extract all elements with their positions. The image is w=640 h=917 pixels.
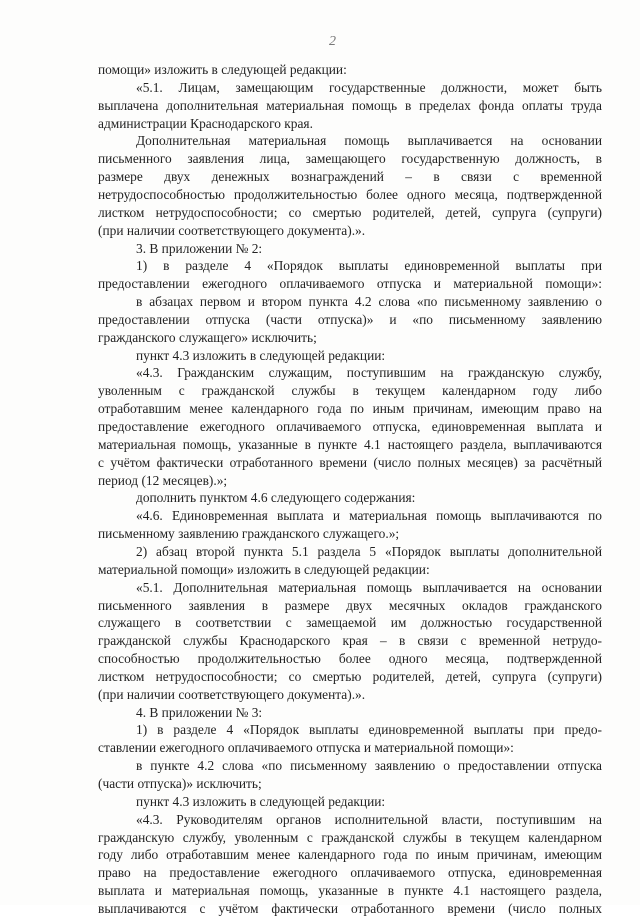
text-line: (при наличии соответствующего документа).». bbox=[98, 687, 366, 702]
text-line: Дополнительная материальная помощь выплачивается на основании bbox=[136, 133, 602, 148]
text-line: способностью продолжительностью более одного месяца, подтвержденной bbox=[98, 651, 602, 666]
text-line: «5.1. Дополнительная материальная помощь выплачивается на основании bbox=[136, 580, 602, 595]
text-line: «4.3. Гражданским служащим, поступившим на гражданскую службу, bbox=[136, 365, 602, 380]
text-line: материальной помощи» изложить в следующей редакции: bbox=[98, 562, 430, 577]
text-line: отработавшим менее календарного года по иным причинам, имеющим право на bbox=[98, 401, 602, 416]
text-line: пункт 4.3 изложить в следующей редакции: bbox=[136, 794, 386, 809]
text-line: пункт 4.3 изложить в следующей редакции: bbox=[136, 348, 386, 363]
text-line: 1) в разделе 4 «Порядок выплаты единовременной выплаты при bbox=[136, 258, 602, 273]
text-line: ставлении ежегодного оплачиваемого отпуска и материальной помощи»: bbox=[98, 740, 514, 755]
text-line: уволенным с гражданской службы в текущем календарном году либо bbox=[98, 383, 602, 398]
text-line: выплачена дополнительная материальная помощь в пределах фонда оплаты труда bbox=[98, 98, 602, 113]
text-line: служащего в соответствии с замещаемой им должностью государственной bbox=[98, 615, 602, 630]
text-line: «4.3. Руководителям органов исполнительной власти, поступившим на bbox=[136, 812, 602, 827]
text-line: администрации Краснодарского края. bbox=[98, 116, 313, 131]
text-line: 3. В приложении № 2: bbox=[136, 241, 263, 256]
text-line: «5.1. Лицам, замещающим государственные должности, может быть bbox=[136, 80, 602, 95]
text-line: «4.6. Единовременная выплата и материальная помощь выплачиваются по bbox=[136, 508, 602, 523]
text-line: в пункте 4.2 слова «по письменному заявлению о предоставлении отпуска bbox=[136, 758, 602, 773]
text-line: письменного заявления в размере двух месячных окладов гражданского bbox=[98, 598, 602, 613]
text-line: гражданскую службу, уволенным с гражданской службы в текущем календарном bbox=[98, 830, 602, 845]
text-line: в абзацах первом и втором пункта 4.2 слова «по письменному заявлению о bbox=[136, 294, 602, 309]
text-line: (при наличии соответствующего документа).». bbox=[98, 223, 366, 238]
text-line: 1) в разделе 4 «Порядок выплаты единовременной выплаты при предо- bbox=[136, 722, 602, 737]
text-line: нетрудоспособностью продолжительностью более одного месяца, подтвержденной bbox=[98, 187, 602, 202]
text-line: материальная помощь, указанные в пункте 4.1 настоящего раздела, выплачиваются bbox=[98, 437, 602, 452]
text-line: листком нетрудоспособности; со смертью родителей, детей, супруга (супруги) bbox=[98, 669, 602, 684]
text-line: дополнить пунктом 4.6 следующего содержания: bbox=[136, 490, 416, 505]
text-line: письменному заявлению гражданского служащего.»; bbox=[98, 526, 400, 541]
text-line: предоставление ежегодного оплачиваемого отпуска, единовременная выплата и bbox=[98, 419, 602, 434]
text-line: 2) абзац второй пункта 5.1 раздела 5 «Порядок выплаты дополнительной bbox=[136, 544, 602, 559]
text-line: предоставлении отпуска (части отпуска)» и «по письменному заявлению bbox=[98, 312, 602, 327]
text-line: году либо отработавшим менее календарного года по иным причинам, имеющим bbox=[98, 847, 602, 862]
text-line: выплачиваются с учётом фактически отработанного времени (число полных bbox=[98, 901, 602, 916]
text-line: письменного заявления лица, замещающего государственную должность, в bbox=[98, 151, 602, 166]
text-line: право на предоставление ежегодного оплачиваемого отпуска, единовременная bbox=[98, 865, 602, 880]
text-line: с учётом фактически отработанного времени (число полных месяцев) за расчётный bbox=[98, 455, 602, 470]
text-line: выплата и материальная помощь, указанные в пункте 4.1 настоящего раздела, bbox=[98, 883, 602, 898]
text-line: (части отпуска)» исключить; bbox=[98, 776, 262, 791]
text-line: помощи» изложить в следующей редакции: bbox=[98, 62, 347, 77]
text-line: листком нетрудоспособности; со смертью родителей, детей, супруга (супруги) bbox=[98, 205, 602, 220]
text-line: гражданского служащего» исключить; bbox=[98, 330, 317, 345]
page-number: 2 bbox=[329, 34, 336, 49]
text-line: предоставлении ежегодного оплачиваемого отпуска и материальной помощи»: bbox=[98, 276, 602, 291]
text-line: размере двух денежных вознаграждений – в связи с временной bbox=[98, 169, 602, 184]
text-line: период (12 месяцев).»; bbox=[98, 473, 228, 488]
text-line: 4. В приложении № 3: bbox=[136, 705, 263, 720]
text-line: гражданской службы Краснодарского края – в связи с временной нетрудо- bbox=[98, 633, 602, 648]
